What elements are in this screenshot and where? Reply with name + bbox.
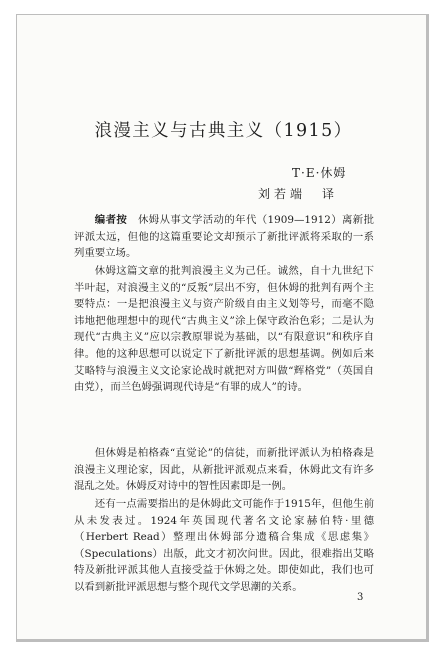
author-byline: T·E·休姆 xyxy=(292,166,347,180)
translator-byline: 刘若端 译 xyxy=(258,187,339,201)
page-title: 浪漫主义与古典主义（1915） xyxy=(94,121,353,141)
body-paragraph-3: 还有一点需要指出的是休姆此文可能作于1915年，但他生前从未发表过。1924年英国现代著名文论家赫伯特·里德（Herbert Read）整理出休姆部分遗稿合集成《思虑集》（Speculations）出版，此文才初次问世。因此，很难指出艾略特及新批评派其他人直接受益于休姆之处。即使如此，我们也可以看到新批评派思想与整个现代文学思潮的关系。 xyxy=(74,498,374,593)
editor-note xyxy=(74,212,374,262)
editor-note-text: 休姆从事文学活动的年代（1909—1912）离新批评派太远，但他的这篇重要论文却预示了新批评派将采取的一系列重要立场。 xyxy=(74,214,374,260)
body-paragraph-2: 但休姆是柏格森“直觉论”的信徒，而新批评派认为柏格森是浪漫主义理论家，因此，从新批评派观点来看，休姆此文有许多混乱之处。休姆反对诗中的智性因素即是一例。 xyxy=(74,447,374,493)
body-paragraph-1: 休姆这篇文章的批判浪漫主义为己任。诚然，自十九世纪下半叶起，对浪漫主义的“反叛”层出不穷，但休姆的批判有两个主要特点：一是把浪漫主义与资产阶级自由主义划等号，而毫不隐讳地把他理想中的现代“古典主义”涂上保守政治色彩；二是认为现代“古典主义”应以宗教原罪说为基础，以“有限意识”和秩序自律。他的这种思想可以说定下了新批评派的思想基调。例如后来艾略特与浪漫主义文论家论战时就把对方叫做“辉格党”（英国自由党），而兰色姆强调现代诗是“有罪的成人”的诗。 xyxy=(74,265,374,394)
page-number: 3 xyxy=(357,592,364,603)
editor-note-label: 编者按 xyxy=(94,214,128,226)
